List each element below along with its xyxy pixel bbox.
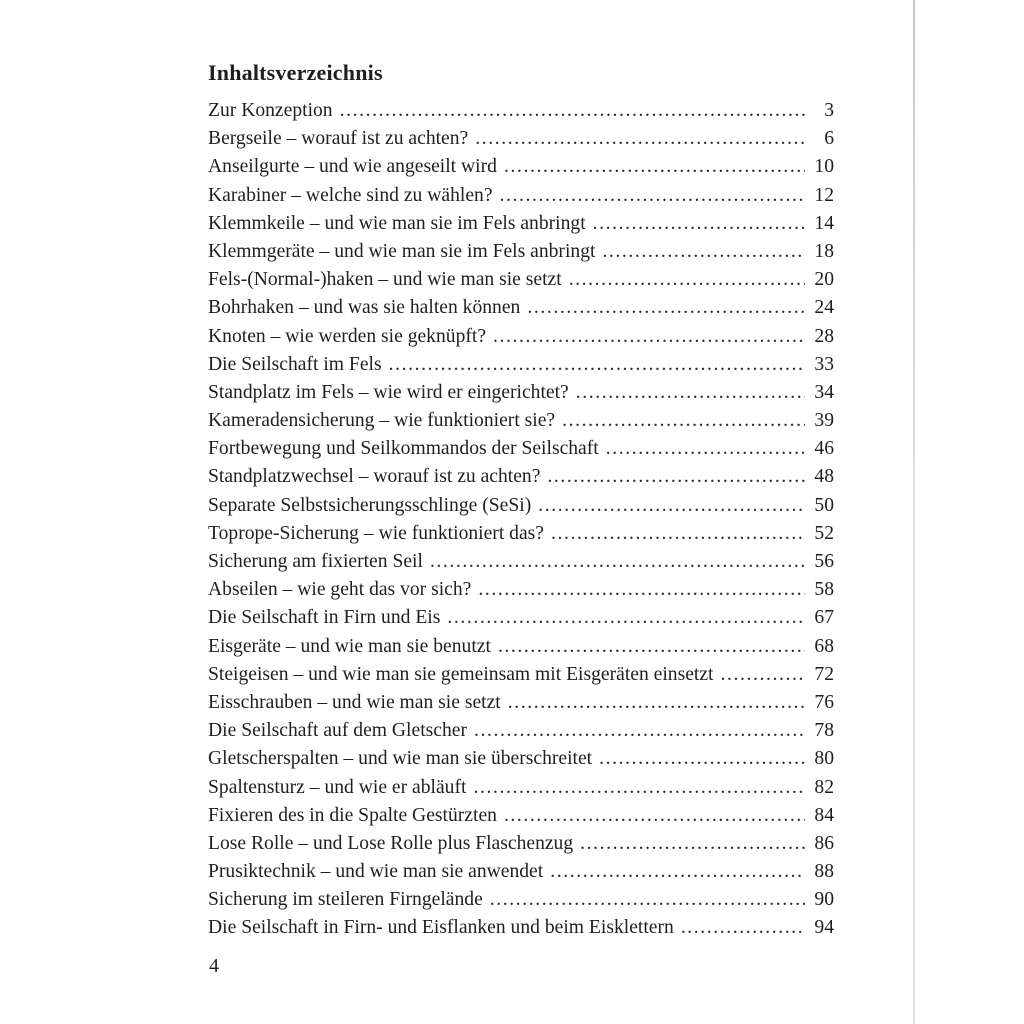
- toc-entry: [208, 917, 834, 945]
- toc-entry-page: 46: [814, 438, 834, 460]
- toc-entry-title: Separate Selbstsicherungsschlinge (SeSi): [208, 494, 532, 516]
- toc-entry-title: Bohrhaken – und was sie halten können: [208, 297, 521, 319]
- toc-entry-page: 12: [814, 184, 834, 206]
- dot-leader: [498, 636, 805, 658]
- toc-entry-title: Sicherung am fixierten Seil: [208, 551, 423, 572]
- toc-entry-title: Kameradensicherung – wie funktioniert sie?: [208, 410, 556, 432]
- toc-entry-page: 48: [814, 466, 834, 488]
- dot-leader: [447, 607, 805, 629]
- dot-leader: [430, 551, 805, 573]
- toc-entry-page: 72: [814, 663, 834, 685]
- toc-entry: [208, 185, 834, 213]
- dot-leader: [475, 128, 805, 150]
- toc-entry-page: 14: [814, 212, 834, 234]
- toc-entry-title: Toprope-Sicherung – wie funktioniert das?: [208, 522, 544, 544]
- toc-entry-title: Klemmgeräte – und wie man sie im Fels anbringt: [208, 240, 596, 262]
- toc-entry-page: 52: [814, 522, 834, 544]
- toc-entry-title: Zur Konzeption: [208, 100, 333, 121]
- toc-entry-title: Fortbewegung und Seilkommandos der Seilschaft: [208, 438, 599, 460]
- toc-list: [208, 100, 834, 946]
- toc-entry-page: 80: [814, 748, 834, 770]
- toc-entry: [208, 410, 834, 438]
- toc-entry-title: Anseilgurte – und wie angeseilt wird: [208, 156, 497, 178]
- toc-entry: [208, 100, 834, 128]
- toc-entry: [208, 889, 834, 917]
- dot-leader: [721, 664, 806, 686]
- toc-entry-title: Lose Rolle – und Lose Rolle plus Flaschenzug: [208, 832, 574, 854]
- toc-entry-page: 67: [814, 607, 834, 629]
- toc-entry-page: 10: [814, 156, 834, 178]
- toc-entry-page: 6: [824, 128, 834, 150]
- toc-entry-page: 82: [814, 776, 834, 798]
- toc-page: [208, 60, 834, 946]
- toc-entry: [208, 664, 834, 692]
- dot-leader: [551, 523, 805, 545]
- toc-entry-page: 18: [814, 240, 834, 262]
- toc-entry-title: Sicherung im steileren Firngelände: [208, 889, 483, 911]
- toc-entry-title: Prusiktechnik – und wie man sie anwendet: [208, 861, 544, 883]
- toc-entry: [208, 354, 834, 382]
- dot-leader: [504, 156, 805, 178]
- toc-entry: [208, 833, 834, 861]
- toc-entry: [208, 636, 834, 664]
- toc-entry: [208, 551, 834, 579]
- dot-leader: [500, 185, 805, 207]
- dot-leader: [576, 382, 805, 404]
- dot-leader: [493, 326, 805, 348]
- toc-entry: [208, 269, 834, 297]
- toc-entry-title: Steigeisen – und wie man sie gemeinsam mit Eisgeräten einsetzt: [208, 663, 714, 685]
- toc-entry-title: Standplatzwechsel – worauf ist zu achten?: [208, 466, 541, 488]
- dot-leader: [547, 466, 805, 488]
- dot-leader: [474, 720, 805, 742]
- toc-entry-title: Spaltensturz – und wie er abläuft: [208, 776, 467, 798]
- toc-entry-title: Karabiner – welche sind zu wählen?: [208, 184, 493, 206]
- dot-leader: [550, 861, 805, 883]
- toc-entry: [208, 297, 834, 325]
- toc-entry: [208, 748, 834, 776]
- toc-entry-page: 90: [814, 889, 834, 911]
- toc-entry-page: 33: [814, 353, 834, 375]
- toc-entry-title: Fixieren des in die Spalte Gestürzten: [208, 804, 497, 826]
- toc-entry-page: 84: [814, 804, 834, 826]
- toc-entry: [208, 692, 834, 720]
- page-edge-line: [913, 0, 915, 1024]
- toc-entry-title: Die Seilschaft in Firn- und Eisflanken und beim Eisklettern: [208, 917, 674, 939]
- toc-entry: [208, 241, 834, 269]
- toc-entry: [208, 438, 834, 466]
- toc-entry-page: 86: [814, 832, 834, 854]
- dot-leader: [593, 213, 805, 235]
- dot-leader: [538, 495, 805, 517]
- toc-entry: [208, 128, 834, 156]
- dot-leader: [340, 100, 805, 122]
- dot-leader: [389, 354, 805, 376]
- dot-leader: [490, 889, 805, 911]
- dot-leader: [508, 692, 805, 714]
- toc-entry-page: 88: [814, 861, 834, 883]
- toc-entry: [208, 805, 834, 833]
- toc-entry-title: Die Seilschaft in Firn und Eis: [208, 607, 441, 629]
- dot-leader: [681, 917, 805, 939]
- toc-entry: [208, 523, 834, 551]
- toc-entry-page: 58: [814, 579, 834, 601]
- toc-entry: [208, 607, 834, 635]
- toc-entry-title: Die Seilschaft im Fels: [208, 353, 382, 375]
- toc-entry: [208, 720, 834, 748]
- toc-entry-title: Eisgeräte – und wie man sie benutzt: [208, 635, 491, 657]
- toc-entry-title: Knoten – wie werden sie geknüpft?: [208, 325, 487, 347]
- dot-leader: [580, 833, 805, 855]
- toc-entry-page: 56: [814, 551, 834, 572]
- toc-entry-page: 68: [814, 635, 834, 657]
- dot-leader: [478, 579, 805, 601]
- toc-entry: [208, 579, 834, 607]
- toc-entry-title: Fels-(Normal-)haken – und wie man sie setzt: [208, 269, 562, 291]
- toc-entry: [208, 495, 834, 523]
- toc-entry-title: Bergseile – worauf ist zu achten?: [208, 128, 469, 150]
- toc-entry: [208, 156, 834, 184]
- dot-leader: [473, 777, 805, 799]
- toc-entry-page: 3: [824, 100, 834, 121]
- toc-entry: [208, 777, 834, 805]
- dot-leader: [504, 805, 805, 827]
- toc-entry-title: Die Seilschaft auf dem Gletscher: [208, 720, 467, 742]
- dot-leader: [527, 297, 805, 319]
- toc-entry-title: Klemmkeile – und wie man sie im Fels anbringt: [208, 212, 586, 234]
- dot-leader: [562, 410, 805, 432]
- dot-leader: [606, 438, 805, 460]
- toc-entry-page: 94: [814, 917, 834, 939]
- toc-heading: Inhaltsverzeichnis: [208, 60, 383, 85]
- folio-page-number: 4: [209, 955, 219, 977]
- toc-entry-page: 39: [814, 410, 834, 432]
- toc-entry-page: 78: [814, 720, 834, 742]
- toc-entry-title: Gletscherspalten – und wie man sie überschreitet: [208, 748, 593, 770]
- toc-entry: [208, 213, 834, 241]
- toc-entry-title: Abseilen – wie geht das vor sich?: [208, 579, 472, 601]
- toc-entry-page: 50: [814, 494, 834, 516]
- toc-entry: [208, 861, 834, 889]
- toc-entry: [208, 466, 834, 494]
- toc-entry-page: 24: [814, 297, 834, 319]
- dot-leader: [569, 269, 805, 291]
- toc-entry-page: 76: [814, 691, 834, 713]
- toc-entry: [208, 382, 834, 410]
- toc-entry-title: Standplatz im Fels – wie wird er eingerichtet?: [208, 381, 569, 403]
- toc-entry-page: 28: [814, 325, 834, 347]
- toc-entry-page: 34: [814, 381, 834, 403]
- toc-entry: [208, 326, 834, 354]
- toc-entry-title: Eisschrauben – und wie man sie setzt: [208, 691, 501, 713]
- toc-entry-page: 20: [814, 269, 834, 291]
- dot-leader: [602, 241, 805, 263]
- dot-leader: [599, 748, 805, 770]
